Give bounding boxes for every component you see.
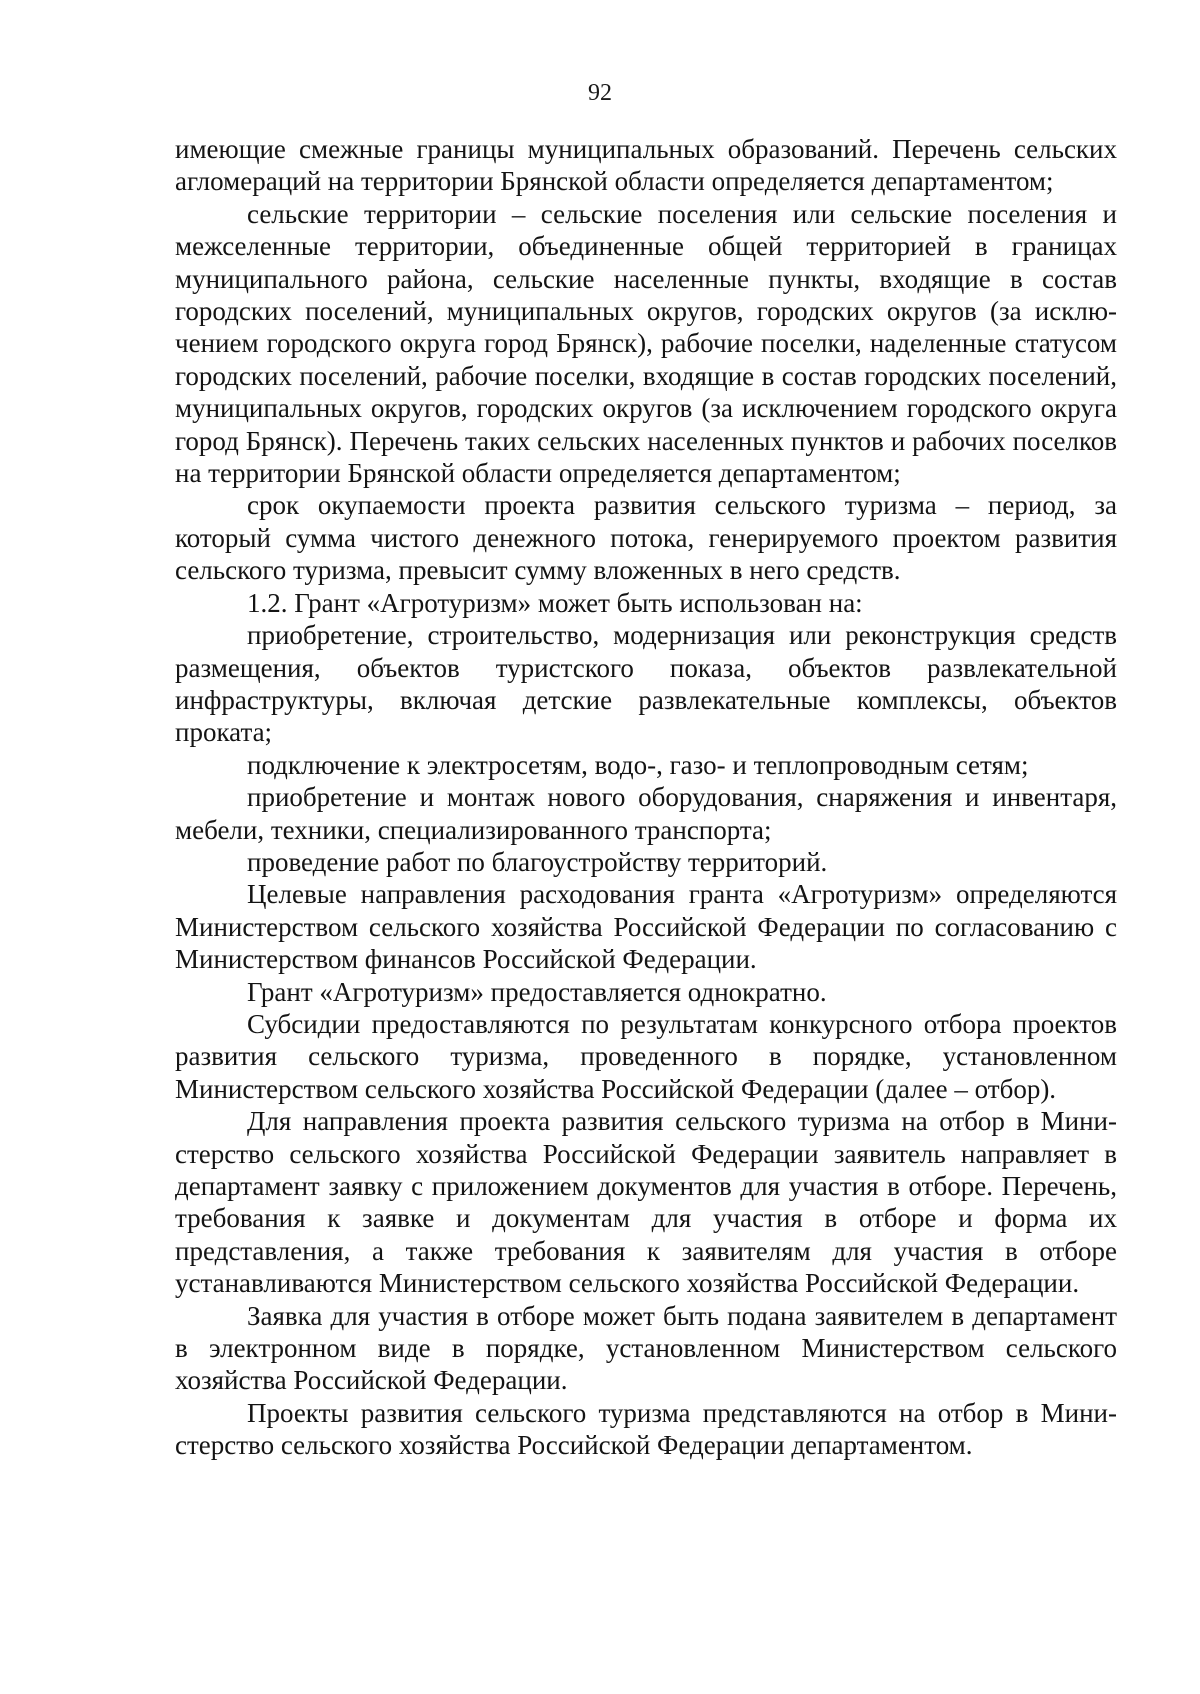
paragraph: приобретение, строительство, модернизация или реконструкция средств размещения, объектов туристского показа, объектов развлекательной инфраструктуры, включая детские развлекательные комплексы, объектов проката; (175, 620, 1117, 748)
paragraph: 1.2. Грант «Агротуризм» может быть использован на: (247, 587, 863, 618)
paragraph: Субсидии предоставляются по результатам конкурсного отбора проектов развития сельского туризма, проведенного в порядке, установленном Министерством сельского хозяйства Российской Федерации (далее – отбор). (175, 1008, 1117, 1104)
paragraph: срок окупаемости проекта развития сельского туризма – период, за который сумма чистого денежного потока, генерируемого проектом развития сельского туризма, превысит сумму вложенных в него средств. (175, 490, 1117, 586)
paragraph: Грант «Агротуризм» предоставляется однократно. (247, 976, 827, 1007)
paragraph: Заявка для участия в отборе может быть подана заявителем в департамент в электронном виде в порядке, установленном Министерством сельского хозяйства Российской Федерации. (175, 1300, 1117, 1396)
paragraph: Проекты развития сельского туризма представляются на отбор в Министерство сельского хозяйства Российской Федерации департаментом. (175, 1397, 1117, 1461)
paragraph: приобретение и монтаж нового оборудования, снаряжения и инвентаря, мебели, техники, специализированного транспорта; (175, 782, 1117, 845)
page-number: 92 (588, 80, 612, 106)
paragraph: Целевые направления расходования гранта «Агротуризм» определяются Министерством сельского хозяйства Российской Федерации по согласованию с Министерством финансов Российской Федерации. (175, 879, 1117, 975)
paragraph: Для направления проекта развития сельского туризма на отбор в Министерство сельского хозяйства Российской Федерации заявитель направляет в департамент заявку с приложением документов для участия в отборе. Перечень, требования к заявке и документам для участия в отборе и форма их представления, а также требования к заявителям для участия в отборе устанавливаются Министерством сельского хозяйства Российской Федерации. (175, 1106, 1117, 1299)
paragraph: проведение работ по благоустройству территорий. (247, 846, 828, 877)
document-body (175, 133, 1117, 1462)
paragraph: имеющие смежные границы муниципальных образований. Перечень сельских агломераций на территории Брянской области определяется департаментом; (175, 134, 1117, 197)
paragraph: подключение к электросетям, водо-, газо- и теплопроводным сетям; (247, 749, 1029, 780)
paragraph: сельские территории – сельские поселения или сельские поселения и межселенные территории, объединенные общей территорией в границах муниципального района, сельские населенные пункты, входящие в состав городских поселений, муниципальных округов, городских округов (за исключением городского округа город Брянск), рабочие поселки, наделенные статусом городских поселений, рабочие поселки, входящие в состав городских поселений, муниципальных округов, городских округов (за исключением городского округа город Брянск). Перечень таких сельских населенных пунктов и рабочих поселков на территории Брянской области определяется департаментом; (175, 198, 1117, 489)
